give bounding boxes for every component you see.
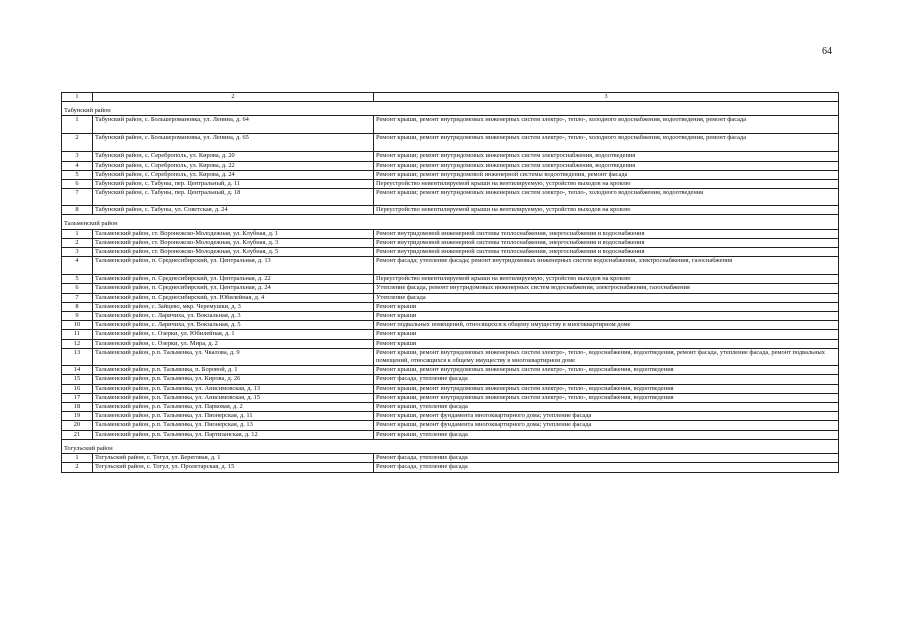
row-address: Табунский район, с. Большеромановка, ул. Ленина, д. 64 [93,116,374,134]
table-row [62,403,839,412]
table-row [62,189,839,206]
row-number: 8 [62,302,93,311]
row-number: 6 [62,284,93,293]
row-work: Ремонт внутридомовой инженерной системы теплоснабжения, энергоснабжения и водоснабжения [374,248,839,257]
table-row [62,293,839,302]
row-work: Ремонт крыши [374,302,839,311]
row-number: 12 [62,339,93,348]
row-address: Табунский район, с. Табуны, пер. Центральный, д. 18 [93,189,374,206]
section-title: Табунский район [62,102,839,116]
row-address: Тогульский район, с. Тогул, ул. Береговая, д. 1 [93,454,374,463]
row-work: Переустройство невентилируемой крыши на вентилируемую, устройство выходов на кровлю [374,180,839,189]
row-work: Утепление фасада, ремонт внутридомовых инженерных систем водоснабжения, электроснабжения, газоснабжения [374,284,839,293]
row-address: Тальменский район, п. Среднесибирский, ул. Центральная, д. 24 [93,284,374,293]
row-address: Тальменский район, ст. Воронежско-Молодежная, ул. Клубная, д. 3 [93,238,374,247]
row-address: Тальменский район, ст. Воронежско-Молодежная, ул. Клубная, д. 1 [93,229,374,238]
row-number: 16 [62,384,93,393]
table-row [62,229,839,238]
row-number: 18 [62,403,93,412]
row-address: Табунский район, с. Сереброполь, ул. Кирова, д. 22 [93,161,374,170]
row-work: Ремонт фасада; утепление фасада; ремонт внутридомовых инженерных систем водоснабжения, электроснабжения, газоснабжения [374,257,839,275]
row-address: Табунский район, с. Большеромановка, ул. Ленина, д. 65 [93,134,374,152]
table-header-row [62,93,839,102]
row-address: Тальменский район, р.п. Тальменка, ул. Пионерская, д. 13 [93,421,374,430]
row-work: Ремонт подвальных помещений, относящихся к общему имуществу в многоквартирном доме [374,321,839,330]
table-row [62,238,839,247]
row-address: Тальменский район, ст. Воронежско-Молодежная, ул. Клубная, д. 5 [93,248,374,257]
row-address: Табунский район, с. Табуны, ул. Советская, д. 24 [93,206,374,215]
header-col-1: 1 [62,93,93,102]
row-number: 3 [62,248,93,257]
row-number: 21 [62,430,93,439]
row-address: Тальменский район, р.п. Тальменка, ул. Парковая, д. 2 [93,403,374,412]
row-number: 2 [62,134,93,152]
row-address: Тальменский район, р.п. Тальменка, ул. Пионерская, д. 11 [93,412,374,421]
row-address: Тальменский район, с. Ларичиха, ул. Вокзальная, д. 3 [93,312,374,321]
row-address: Тальменский район, р.п. Тальменка, ул. Чкалова, д. 9 [93,348,374,365]
row-number: 11 [62,330,93,339]
row-work: Ремонт крыши, ремонт внутридомовых инженерных систем электро-, тепло-, холодного водоснабжения, водоотведения, ремонт фасада [374,134,839,152]
row-number: 14 [62,366,93,375]
row-number: 5 [62,170,93,179]
row-number: 1 [62,116,93,134]
table-row [62,348,839,365]
row-work: Ремонт крыши; ремонт внутридомовой инженерной системы водоотведения, ремонт фасада [374,170,839,179]
row-number: 9 [62,312,93,321]
repair-table [61,92,839,473]
repair-table-body [62,93,839,473]
row-address: Тальменский район, р.п. Тальменка, п. Боровой, д. 1 [93,366,374,375]
row-address: Тогульский район, с. Тогул, ул. Пролетарская, д. 15 [93,463,374,472]
row-work: Переустройство невентилируемой крыши на вентилируемую, устройство выходов на кровлю [374,206,839,215]
table-row [62,366,839,375]
row-number: 4 [62,257,93,275]
table-row [62,339,839,348]
row-number: 20 [62,421,93,430]
row-work: Утепление фасада [374,293,839,302]
row-address: Тальменский район, с. Ларичиха, ул. Вокзальная, д. 5 [93,321,374,330]
row-work: Ремонт крыши, ремонт внутридомовых инженерных систем электро-, тепло-, водоснабжения, водоотведения [374,393,839,402]
table-row [62,312,839,321]
row-number: 10 [62,321,93,330]
row-number: 19 [62,412,93,421]
row-address: Тальменский район, р.п. Тальменка, ул. Партизанская, д. 12 [93,430,374,439]
row-number: 2 [62,238,93,247]
table-row [62,463,839,472]
row-work: Ремонт крыши [374,330,839,339]
row-number: 7 [62,189,93,206]
row-number: 1 [62,229,93,238]
table-row [62,275,839,284]
row-work: Ремонт крыши, утепление фасада [374,403,839,412]
table-row [62,152,839,161]
table-row [62,248,839,257]
row-work: Ремонт крыши, ремонт внутридомовых инженерных систем электро-, тепло-, холодного водоснабжения, водоотведения, ремонт фасада [374,116,839,134]
header-col-3: 3 [374,93,839,102]
row-address: Табунский район, с. Сереброполь, ул. Кирова, д. 20 [93,152,374,161]
row-work: Ремонт крыши, ремонт внутридомовых инженерных систем электро-, тепло-, водоснабжения, водоотведения [374,366,839,375]
section-title: Тальменский район [62,215,839,229]
row-number: 6 [62,180,93,189]
row-number: 2 [62,463,93,472]
row-work: Ремонт фасада, утепление фасада [374,454,839,463]
row-work: Ремонт крыши, ремонт внутридомовых инженерных систем электро-, тепло-, водоснабжения, водоотведения [374,384,839,393]
table-row [62,116,839,134]
table-row [62,384,839,393]
section-row [62,102,839,116]
header-col-2: 2 [93,93,374,102]
row-address: Тальменский район, р.п. Тальменка, ул. Анисимовская, д. 13 [93,384,374,393]
row-number: 4 [62,161,93,170]
table-row [62,421,839,430]
section-row [62,439,839,453]
row-work: Ремонт крыши [374,312,839,321]
row-address: Тальменский район, с. Зайцево, мкр. Черемушки, д. 3 [93,302,374,311]
row-address: Табунский район, с. Сереброполь, ул. Кирова, д. 24 [93,170,374,179]
table-row [62,321,839,330]
table-row [62,412,839,421]
table-row [62,257,839,275]
row-work: Ремонт внутридомовой инженерной системы теплоснабжения, энергоснабжения и водоснабжения [374,238,839,247]
row-work: Ремонт крыши, ремонт фундамента многоквартирного дома; утепление фасада [374,412,839,421]
row-address: Тальменский район, с. Озерки, ул. Мира, д. 2 [93,339,374,348]
row-work: Ремонт крыши; ремонт внутридомовых инженерных систем электроснабжения, водоотведения [374,152,839,161]
row-address: Тальменский район, с. Озерки, ул. Юбилейная, д. 1 [93,330,374,339]
row-number: 8 [62,206,93,215]
row-work: Ремонт крыши; ремонт внутридомовых инженерных систем электро-, тепло-, холодного водоснабжения, водоотведения [374,189,839,206]
section-title: Тогульский район [62,439,839,453]
table-row [62,170,839,179]
row-work: Ремонт внутридомовой инженерной системы теплоснабжения, энергоснабжения и водоснабжения [374,229,839,238]
row-work: Ремонт крыши, ремонт фундамента многоквартирного дома; утепление фасада [374,421,839,430]
row-address: Тальменский район, п. Среднесибирский, ул. Юбилейная, д. 4 [93,293,374,302]
row-number: 5 [62,275,93,284]
row-number: 15 [62,375,93,384]
row-number: 1 [62,454,93,463]
page-number: 64 [822,46,832,57]
row-address: Тальменский район, п. Среднесибирский, ул. Центральная, д. 13 [93,257,374,275]
row-work: Ремонт фасада, утепление фасада [374,375,839,384]
row-work: Ремонт крыши; ремонт внутридомовых инженерных систем электроснабжения, водоотведения [374,161,839,170]
row-number: 13 [62,348,93,365]
table-row [62,375,839,384]
table-row [62,330,839,339]
table-row [62,206,839,215]
table-row [62,284,839,293]
row-number: 7 [62,293,93,302]
row-work: Ремонт крыши, утепление фасада [374,430,839,439]
row-work: Ремонт крыши, ремонт внутридомовых инженерных систем электро-, тепло-, водоснабжения, водоотведения, ремонт фасада, утепление фасада, ремонт подвальных помещений, относящихся к общему имуществу в многоквартирном доме [374,348,839,365]
row-address: Табунский район, с. Табуны, пер. Центральный, д. 11 [93,180,374,189]
row-number: 3 [62,152,93,161]
row-work: Ремонт крыши [374,339,839,348]
table-row [62,393,839,402]
section-row [62,215,839,229]
row-address: Тальменский район, р.п. Тальменка, ул. Кирова, д. 26 [93,375,374,384]
table-row [62,454,839,463]
row-work: Переустройство невентилируемой крыши на вентилируемую, устройство выходов на кровлю [374,275,839,284]
row-number: 17 [62,393,93,402]
table-row [62,134,839,152]
row-address: Тальменский район, п. Среднесибирский, ул. Центральная, д. 22 [93,275,374,284]
table-row [62,161,839,170]
row-address: Тальменский район, р.п. Тальменка, ул. Анисимовская, д. 15 [93,393,374,402]
table-row [62,430,839,439]
table-row [62,302,839,311]
table-row [62,180,839,189]
row-work: Ремонт фасада, утепление фасада [374,463,839,472]
